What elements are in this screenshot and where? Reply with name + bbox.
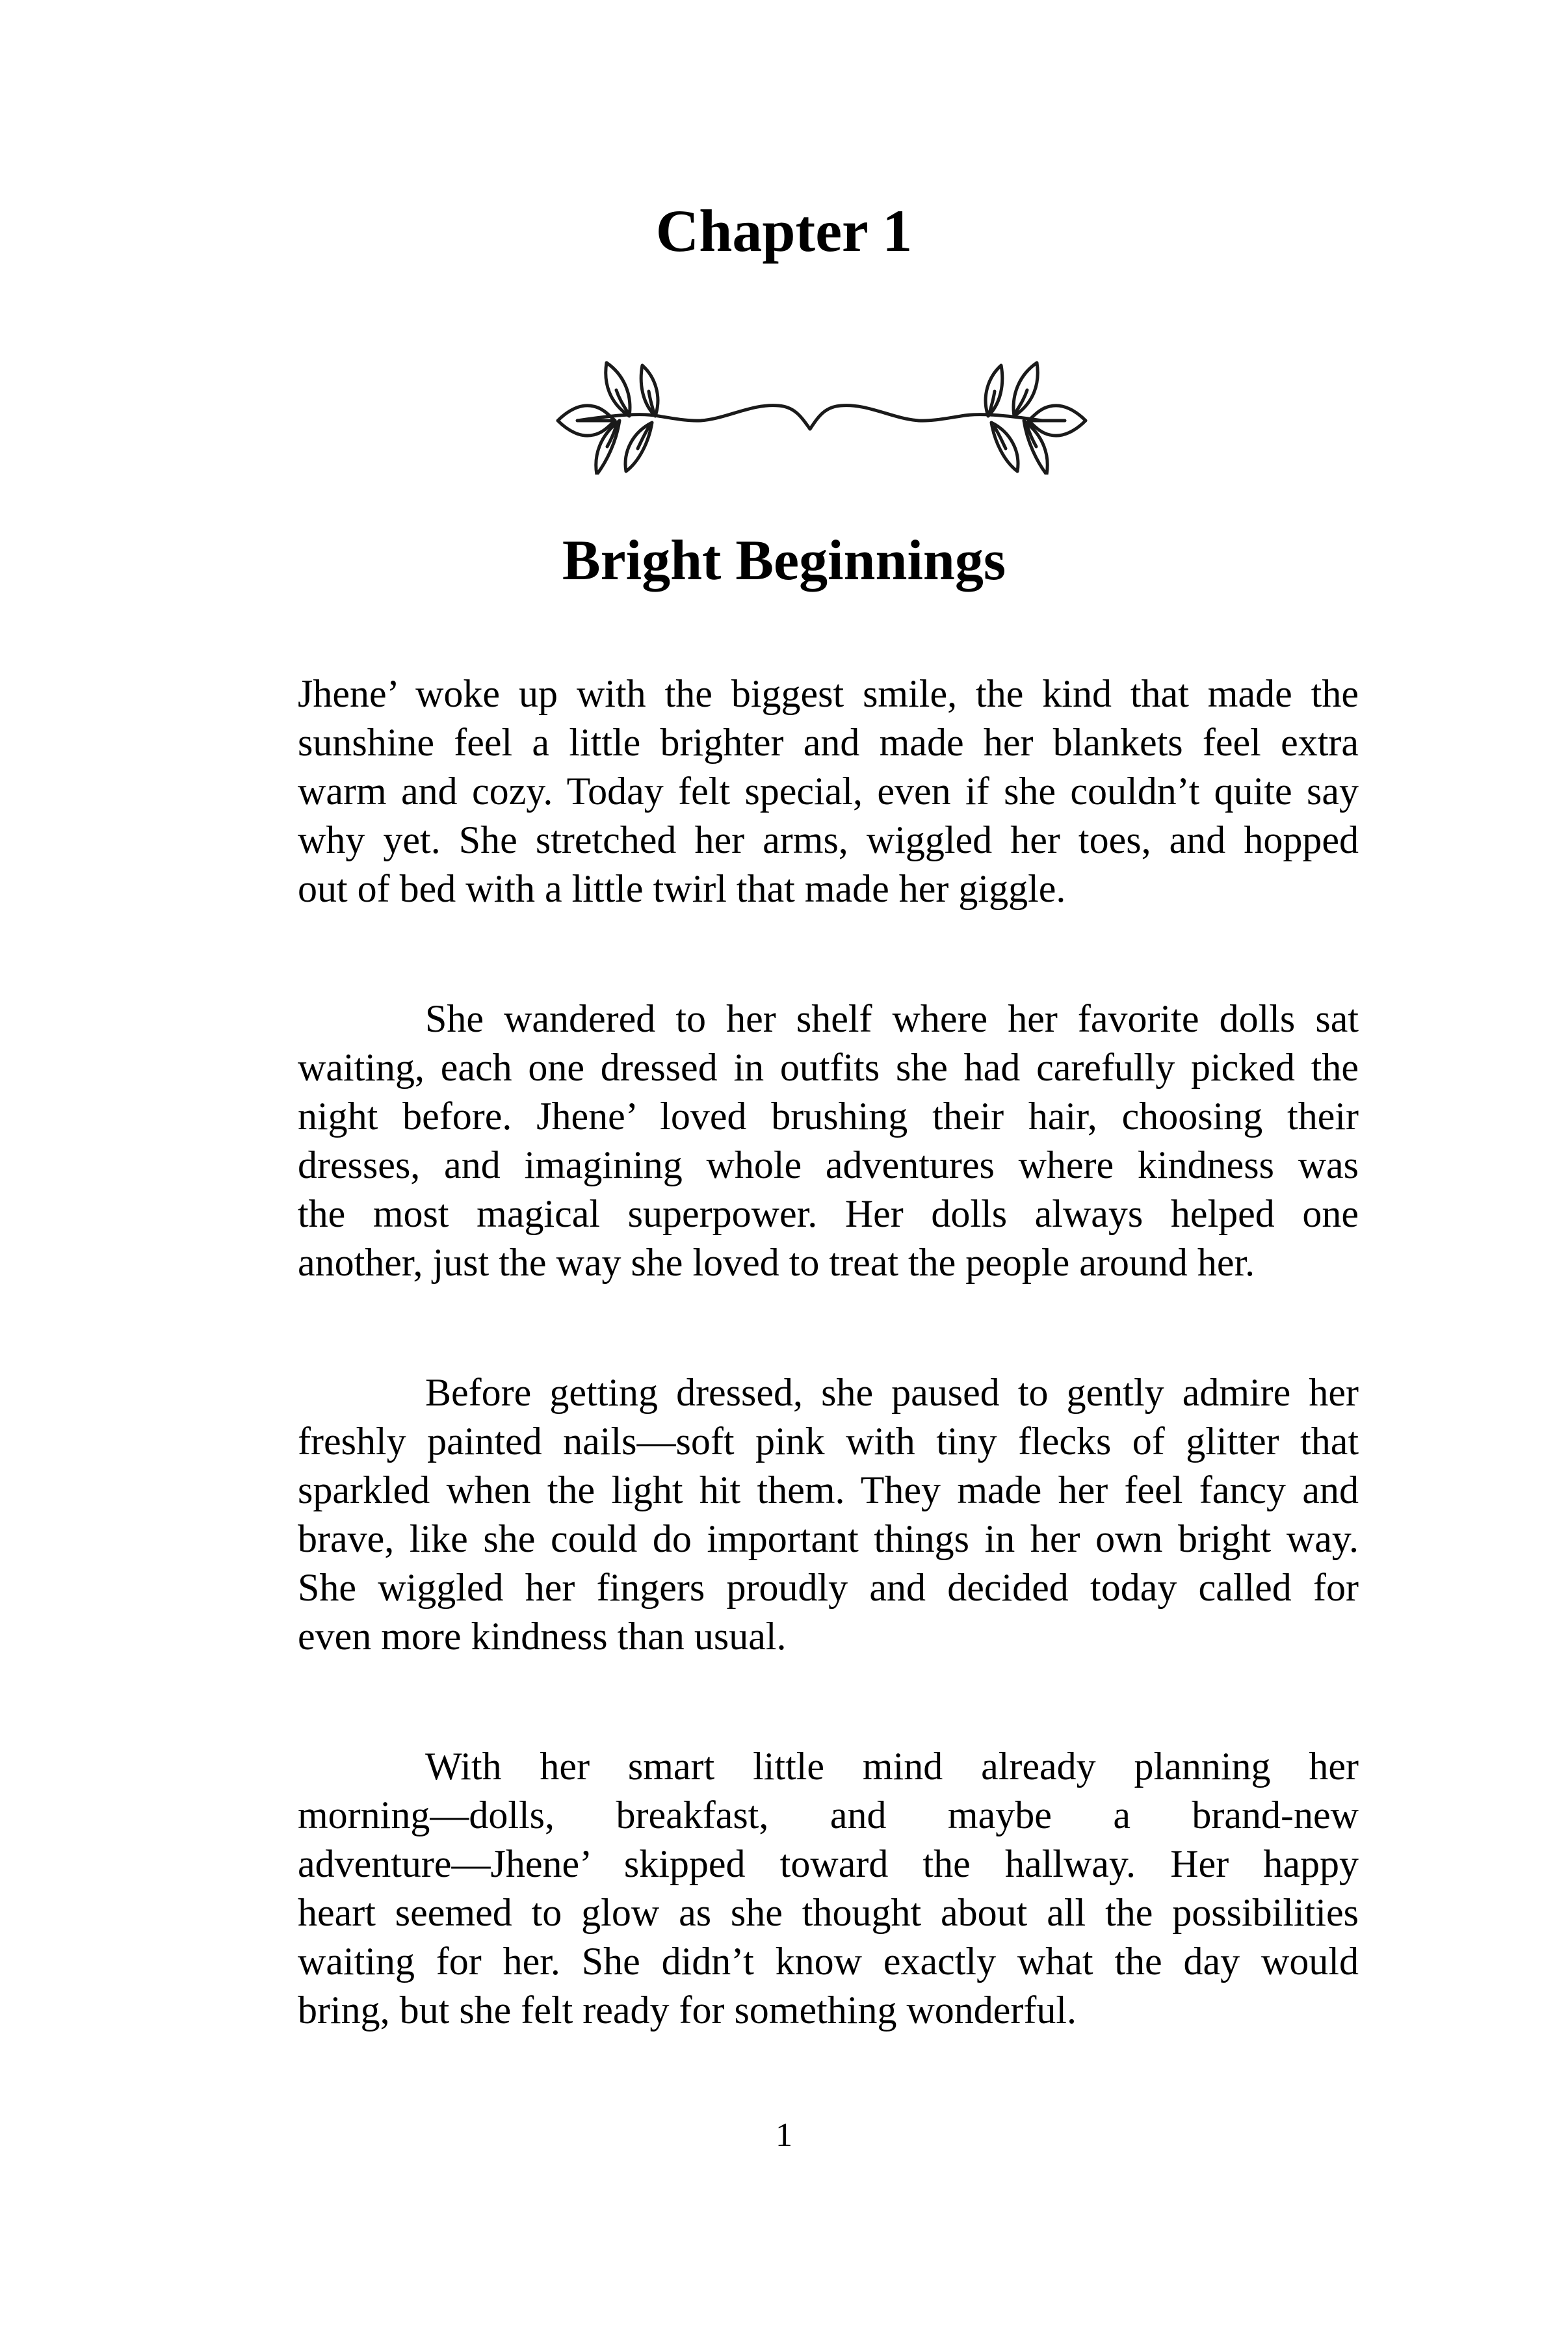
text-line: adventure—Jhene’ skipped toward the hallway. Her happy <box>298 1842 1359 1885</box>
paragraph <box>298 670 1359 913</box>
text-line: She wandered to her shelf where her favorite dolls sat <box>425 997 1359 1040</box>
text-line: Jhene’ woke up with the biggest smile, the kind that made the <box>298 672 1359 715</box>
text-line: heart seemed to glow as she thought about all the possibilities <box>298 1891 1359 1934</box>
text-line: out of bed with a little twirl that made her giggle. <box>298 867 1066 910</box>
text-line: dresses, and imagining whole adventures where kindness was <box>298 1143 1359 1186</box>
text-line: bring, but she felt ready for something wonderful. <box>298 1989 1077 2032</box>
text-line: waiting for her. She didn’t know exactly what the day would <box>298 1940 1359 1983</box>
text-line: why yet. She stretched her arms, wiggled her toes, and hopped <box>298 818 1359 861</box>
paragraph <box>298 995 1359 1287</box>
chapter-body-text <box>298 670 1359 2035</box>
text-line: morning—dolls, breakfast, and maybe a brand-new <box>298 1794 1359 1836</box>
text-line: night before. Jhene’ loved brushing their hair, choosing their <box>298 1095 1359 1138</box>
text-line: the most magical superpower. Her dolls always helped one <box>298 1192 1359 1235</box>
text-line: brave, like she could do important things in her own bright way. <box>298 1517 1359 1560</box>
text-line: waiting, each one dressed in outfits she had carefully picked the <box>298 1046 1359 1089</box>
text-line: even more kindness than usual. <box>298 1615 787 1658</box>
chapter-title-heading: Bright Beginnings <box>562 529 1006 592</box>
leaf-vine-divider-icon <box>538 338 1105 475</box>
text-line: She wiggled her fingers proudly and decided today called for <box>298 1566 1359 1609</box>
text-line: another, just the way she loved to treat the people around her. <box>298 1241 1255 1284</box>
chapter-number-heading: Chapter 1 <box>655 198 913 264</box>
text-line: sunshine feel a little brighter and made her blankets feel extra <box>298 721 1359 764</box>
paragraph <box>298 1742 1359 2035</box>
text-line: With her smart little mind already planning her <box>425 1745 1359 1788</box>
text-line: sparkled when the light hit them. They made her feel fancy and <box>298 1469 1359 1511</box>
text-line: Before getting dressed, she paused to gently admire her <box>425 1371 1359 1414</box>
text-line: freshly painted nails—soft pink with tiny flecks of glitter that <box>298 1420 1359 1463</box>
page-number: 1 <box>776 2117 792 2154</box>
paragraph <box>298 1368 1359 1661</box>
text-line: warm and cozy. Today felt special, even if she couldn’t quite say <box>298 770 1359 813</box>
